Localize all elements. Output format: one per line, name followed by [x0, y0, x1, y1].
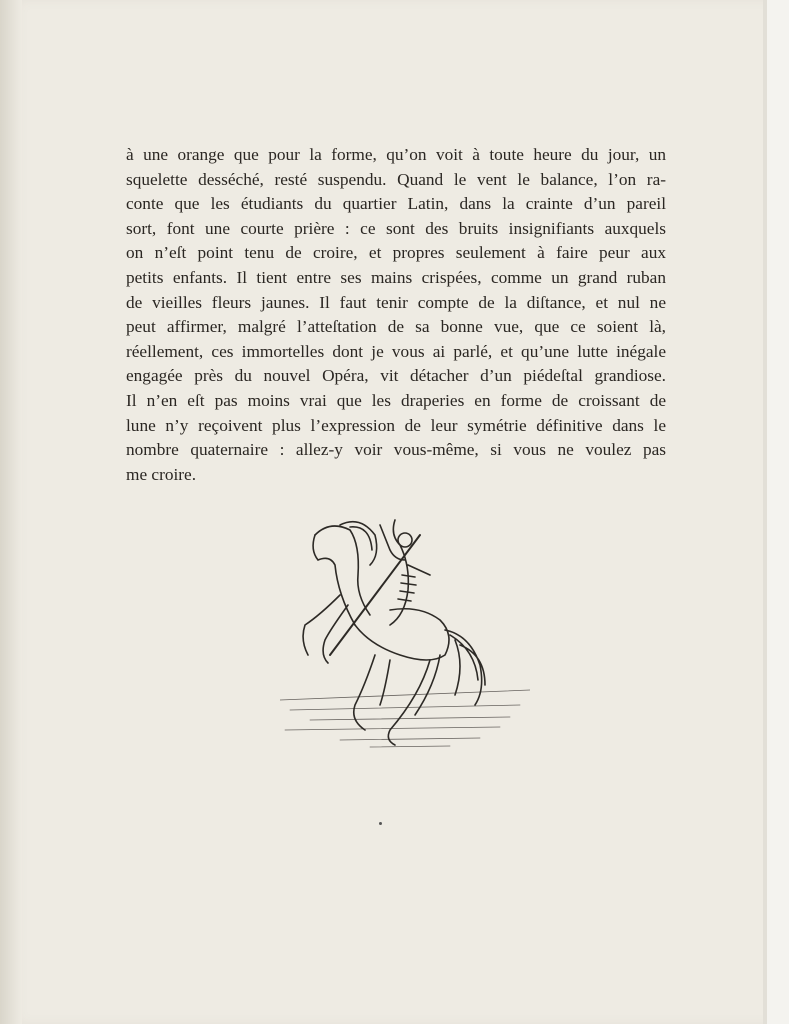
page-edge [763, 0, 767, 1024]
text-line: de vieilles fleurs jaunes. Il faut tenir compte de la diſtance, et nul ne [126, 292, 666, 312]
text-line: réellement, ces immortelles dont je vous ai parlé, et qu’une lutte inégale [126, 341, 666, 361]
text-line: conte que les étudiants du quartier Latin, dans la crainte d’un pareil [126, 194, 666, 214]
etching-illustration-horse-rider [280, 505, 530, 760]
text-line: on n’eſt point tenu de croire, et propres seulement à faire peur aux [126, 243, 666, 263]
text-line: peut affirmer, malgré l’atteſtation de sa bonne vue, que ce soient là, [126, 317, 666, 337]
text-line: lune n’y reçoivent plus l’expression de leur symétrie définitive dans le [126, 415, 666, 435]
text-line: engagée près du nouvel Opéra, vit détacher d’un piédeſtal grandiose. [126, 366, 666, 386]
text-line: me croire. [126, 464, 197, 484]
text-line: Il n’en eſt pas moins vrai que les draperies en forme de croissant de [126, 390, 666, 410]
text-line: nombre quaternaire : allez-y voir vous-même, si vous ne voulez pas [126, 440, 666, 460]
body-text [126, 143, 666, 487]
text-line: sort, font une courte prière : ce sont des bruits insignifiants auxquels [126, 218, 666, 238]
text-line: petits enfants. Il tient entre ses mains crispées, comme un grand ruban [126, 267, 666, 287]
page-mark [379, 822, 382, 825]
text-line: squelette desséché, resté suspendu. Quand le vent le balance, l’on ra- [126, 169, 666, 189]
text-line: à une orange que pour la forme, qu’on voit à toute heure du jour, un [126, 145, 666, 164]
page-gutter [0, 0, 22, 1024]
